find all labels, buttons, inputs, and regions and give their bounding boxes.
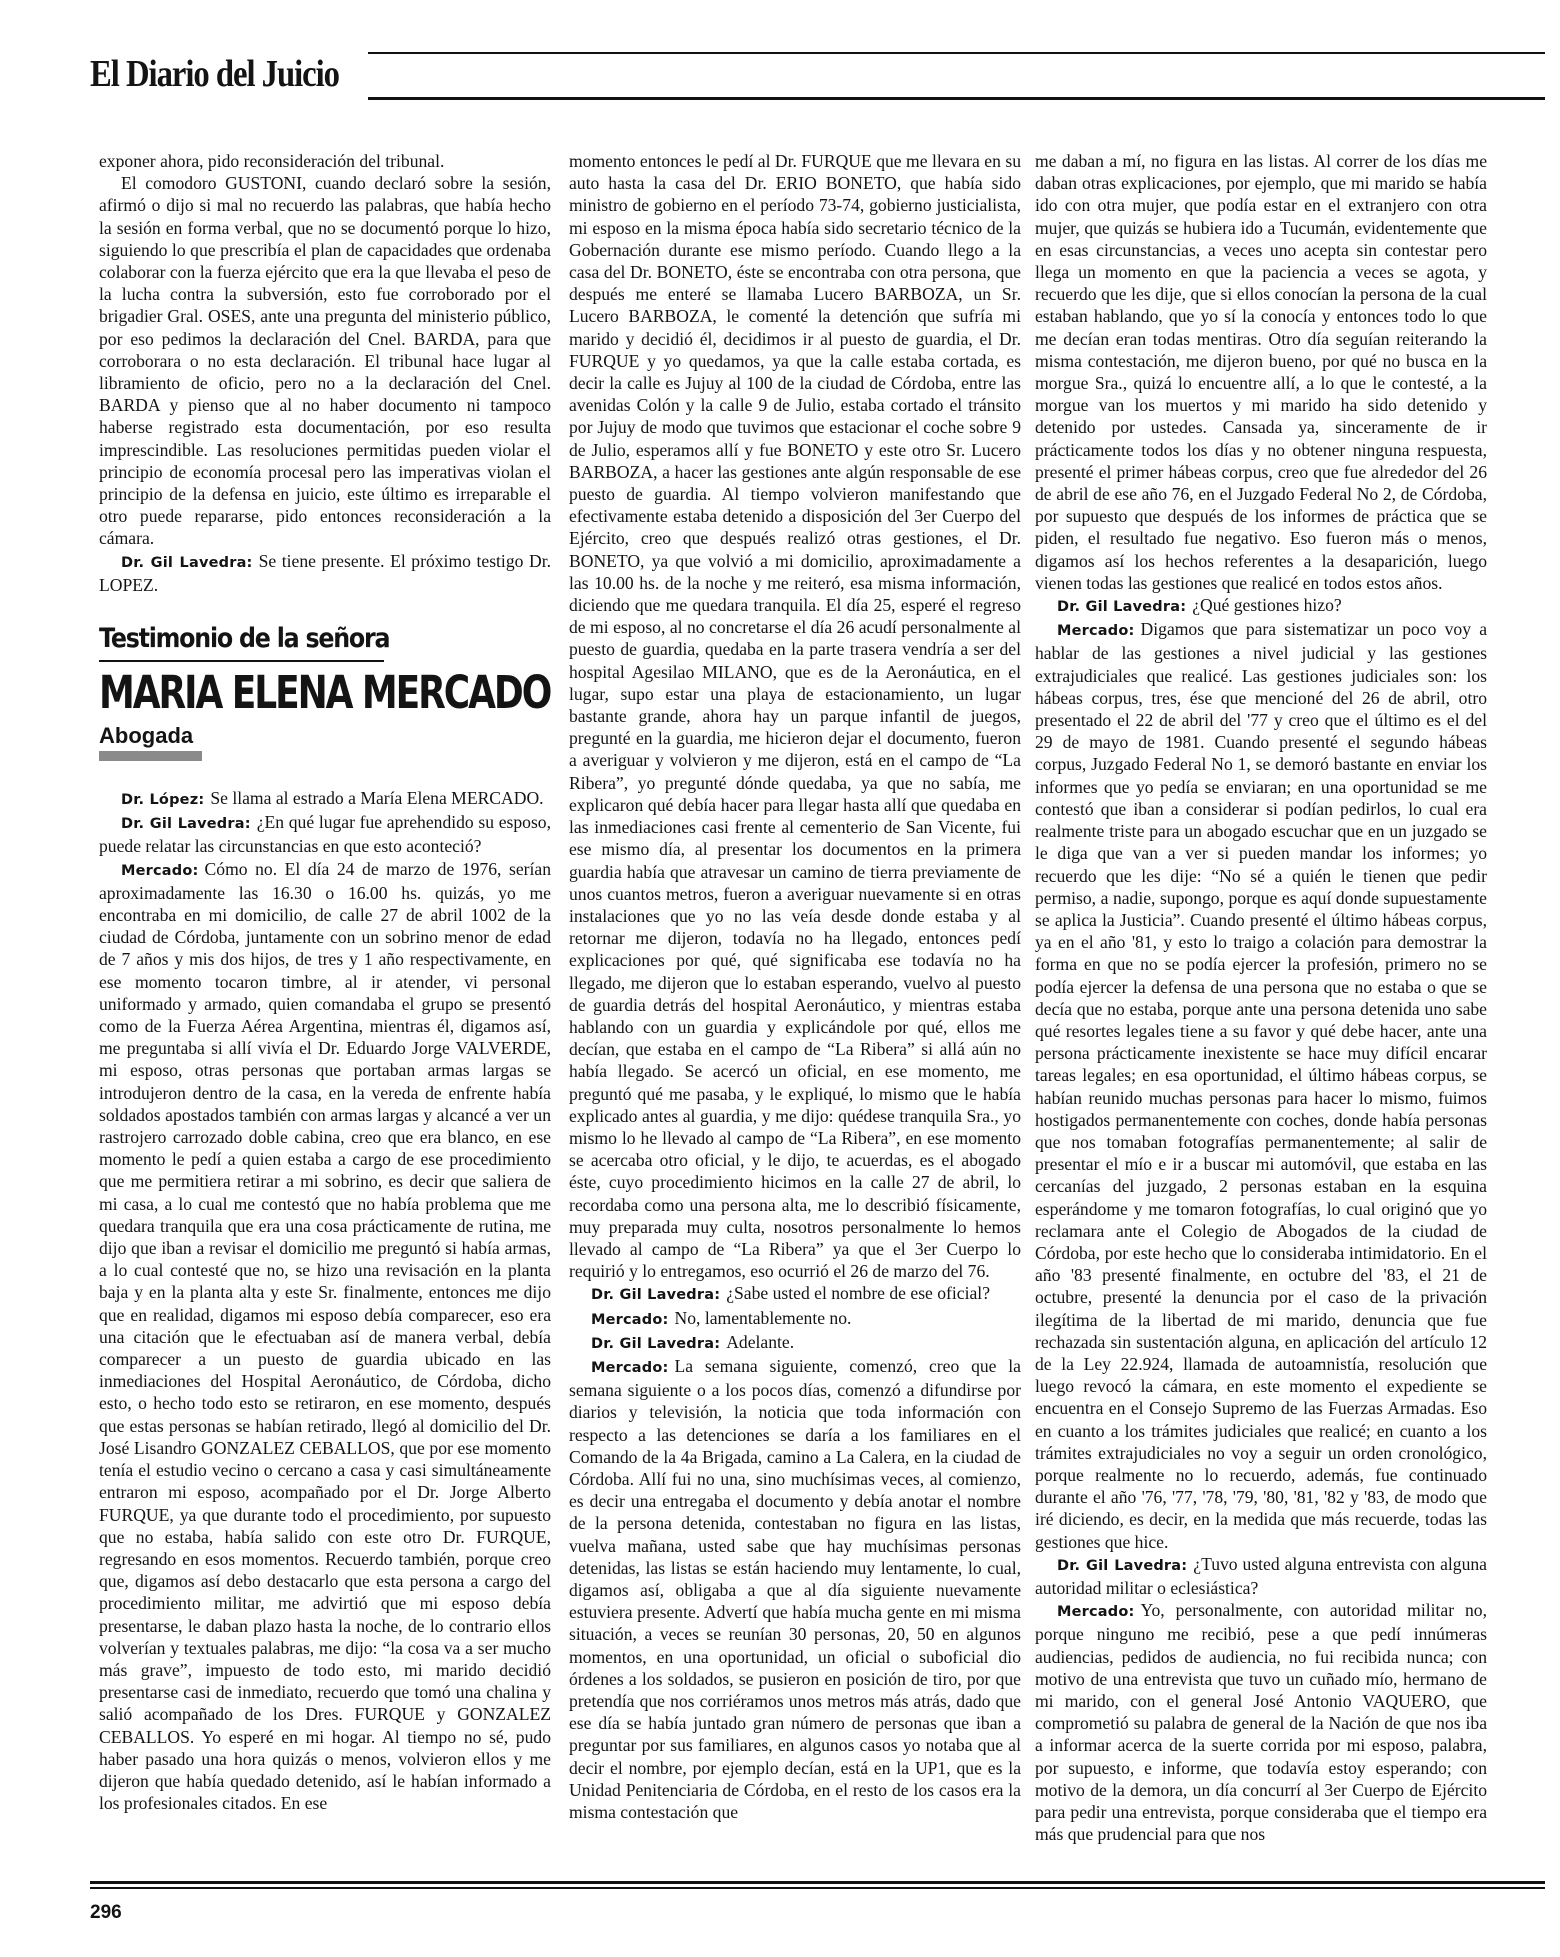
speaker-label: Mercado:	[591, 1311, 669, 1328]
paragraph: El comodoro GUSTONI, cuando declaró sobre la sesión, afirmó o dijo si mal no recuerdo las palabras, que había hecho la sesión en forma verbal, que no se documentó porque lo hizo, siguiendo lo que prescribía el plan de capacidades que ordenaba colaborar con la fuerza ejército que era la que llevaba el peso de la lucha contra la subversión, esto fue corroborado por el brigadier Gral. OSES, ante una pregunta del ministerio público, por eso pedimos la declaración del Cnel. BARDA, para que corroborara o no esta declaración. El tribunal hace lugar al libramiento de oficio, pero no a la declaración del Cnel. BARDA y pienso que al no haber documento ni tampoco haberse registrado esta documentación, por eso resulta imprescindible. Las resoluciones permitidas pueden violar el principio de economía procesal pero las imperativas violan el principio de la defensa en juicio, este último es irreparable el otro puede repararse, pido entonces reconsideración a la cámara.	[99, 173, 551, 549]
speaker-label: Mercado:	[1057, 1604, 1135, 1621]
kicker-underline	[99, 660, 384, 662]
paragraph: Dr. Gil Lavedra: ¿Qué gestiones hizo?	[1057, 595, 1342, 616]
column-1-top	[99, 150, 551, 596]
role-bar	[99, 751, 202, 761]
column-3	[1035, 150, 1487, 1845]
column-1-bottom	[99, 787, 551, 1814]
paragraph: me daban a mí, no figura en las listas. Al correr de los días me daban otras explicaciones, por ejemplo, que mi marido se había ido con otra mujer, que podía estar en el extranjero con otra mujer, que quizás se hubiera ido a Tucumán, evidentemente que en esas circunstancias, a veces uno acepta sin contestar pero llega un momento en que la paciencia a veces se agota, y recuerdo que les dije, que si ellos conocían la persona de la cual estaban hablando, que yo sí la conocía y entonces todo lo que me decían eran todas mentiras. Otro día seguían reiterando la misma contestación, me dijeron bueno, por qué no busca en la morgue Sra., quizá lo encuentre allí, a lo que le contesté, a la morgue van los muertos y mi marido ha sido detenido y detenido por ustedes. Cansada ya, sinceramente de ir prácticamente todos los días y no obtener ninguna respuesta, presenté el primer hábeas corpus, creo que fue alrededor del 26 de abril de ese año 76, en el Juzgado Federal No 2, de Córdoba, por supuesto que después de los informes de práctica que se piden, el resultado fue negativo. Eso fueron más o menos, digamos así los hechos referentes a la desaparición, luego vienen todas las gestiones que realicé en todos estos años.	[1035, 151, 1487, 593]
masthead-bottom-rule	[368, 97, 1545, 100]
paragraph: exponer ahora, pido reconsideración del tribunal.	[99, 151, 445, 171]
masthead	[90, 52, 1545, 102]
paragraph: Mercado: Cómo no. El día 24 de marzo de 1976, serían aproximadamente las 16.30 o 16.00 hs. quizás, yo me encontraba en mi domicilio, de calle 27 de abril 1002 de la ciudad de Córdoba, juntamente con un sobrino menor de edad de 7 años y mis dos hijos, de tres y 1 año respectivamente, en ese momento tocaron timbre, al ir atender, vi personal uniformado y armado, quien comandaba el grupo se presentó como de la Fuerza Aérea Argentina, mientras él, digamos así, me preguntaba si allí vivía el Dr. Eduardo Jorge VALVERDE, mi esposo, otras personas que portaban armas largas se introdujeron dentro de la casa, en la vereda de enfrente había soldados apostados también con armas largas y alcancé a ver un rastrojero carrozado doble cabina, creo que era blanco, en ese momento le pedí a quien estaba a cargo de ese procedimiento que me permitiera retirar a mi sobrino, es decir que saliera de mi casa, a lo cual me contestó que no había problema que me quedara tranquila que era una cosa prácticamente de rutina, me dijo que iban a revisar el domicilio me preguntó si había armas, a lo cual contesté que no, se hizo una revisación en la planta baja y en la planta alta y este Sr. finalmente, entonces me dijo que en realidad, digamos mi esposo debía comparecer, eso era una citación que le efectuaban así de manera verbal, debía comparecer a un puesto de guardia ubicado en las inmediaciones del Hospital Aeronáutico, de Córdoba, dicho esto, o hecho todo esto se retiraron, en ese momento, después que estas personas se habían retirado, llegó al domicilio del Dr. José Lisandro GONZALEZ CEBALLOS, que por ese momento tenía el estudio vecino o cercano a casa y casi simultáneamente entraron mi esposo, acompañado por el Dr. Jorge Alberto FURQUE, ya que durante todo el procedimiento, por supuesto que no estaba, había salido con este otro Dr. FURQUE, regresando en esos momentos. Recuerdo también, porque creo que, digamos así debo destacarlo que esta persona a cargo del procedimiento militar, me advirtió que mi esposo debía presentarse, le daban plazo hasta la noche, de lo contrario ellos volverían y textuales palabras, me dijo: “la cosa va a ser mucho más grave”, impuesto de todo esto, mi marido decidió presentarse casi de inmediato, recuerdo que tomó una chalina y salió acompañado de los Dres. FURQUE y GONZALEZ CEBALLOS. Yo esperé en mi hogar. Al tiempo no sé, pudo haber pasado una hora quizás o menos, volvieron ellos y me dijeron que había quedado detenido, así le habían informado a los profesionales citados. En ese	[99, 858, 551, 1814]
speaker-label: Dr. Gil Lavedra:	[1057, 1557, 1188, 1574]
footer-rule-thin	[90, 1887, 1545, 1889]
masthead-top-rule	[368, 52, 1545, 54]
speaker-label: Dr. López:	[121, 792, 205, 808]
paragraph: Mercado: La semana siguiente, comenzó, creo que la semana siguiente o a los pocos días, comenzó a difundirse por diarios y televisión, la noticia que toda información con respecto a las detenciones se daría a los familiares en el Comando de la 4a Brigada, camino a La Calera, en la ciudad de Córdoba. Allí fui no una, sino muchísimas veces, al comienzo, es decir una entregaba el documento y debía anotar el nombre de la persona detenida, contestaban no figura en las listas, vuelva mañana, usted sabe que hay muchísimas personas detenidas, las listas se están haciendo muy lentamente, lo cual, digamos así, obligaba a que al día siguiente nuevamente estuviera presente. Advertí que había mucha gente en mi misma situación, a veces se reunían 30 personas, 20, 50 en algunos momentos, en una oportunidad, un oficial o suboficial dio órdenes a los soldados, se pusieron en posición de tiro, por que pretendía que nos corriéramos unos metros más atrás, dado que ese día se había juntado gran número de personas que iban a preguntar por sus familiares, en algunos casos yo notaba que al decir el nombre, por ejemplo decían, está en la UP1, que es la Unidad Penitenciaria de Córdoba, en el resto de los casos era la misma contestación que	[569, 1355, 1021, 1823]
testimony-heading	[99, 623, 551, 763]
footer-rule	[90, 1881, 1545, 1884]
column-2	[569, 150, 1021, 1823]
paragraph: Mercado: Digamos que para sistematizar un poco voy a hablar de las gestiones a nivel judicial y las gestiones extrajudiciales que realicé. Las gestiones judiciales son: los hábeas corpus, tres, ése que mencioné del 26 de abril, otro presentado el 22 de abril del '77 y creo que el último es el del 29 de mayo de 1981. Cuando presenté el segundo hábeas corpus, Juzgado Federal No 1, se demoró bastante en enviar los informes que yo pedía se enviaran; en una oportunidad se me contestó que iban a considerar si podían pedirlos, lo cual era realmente triste para un abogado escuchar que en un juzgado se le diga que van a ver si pueden mandar los informes; yo recuerdo que les dije: “No sé a quién le tienen que pedir permiso, a nadie, supongo, porque es aquí donde supuestamente se aplica la Justicia”. Cuando presenté el último hábeas corpus, ya en el año '81, y esto lo traigo a colación para demostrar la forma en que no se podía ejercer la profesión, primero no se podía ejercer la defensa de una persona que no estaba o que se decía que no estaba, porque ante una persona detenida uno sabe qué resortes legales tiene a su favor y qué debe hacer, ante una persona prácticamente inexistente se hace muy difícil encarar tareas legales; en esa oportunidad, el último hábeas corpus, se habían reunido muchas personas para hacer lo mismo, fuimos hostigados permanentemente con coches, donde había personas que nos tomaban fotografías permanentemente; al salir de presentar el mío e ir a buscar mi automóvil, que estaba en las cercanías del juzgado, 2 personas estaban en la esquina esperándome y me tomaron fotografías, lo cual originó que yo reclamara ante el Colegio de Abogados de la ciudad de Córdoba, por este hecho que lo consideraba intimidatorio. En el año '83 presenté finalmente, en octubre del '83, el 21 de octubre, presenté la denuncia por el caso de la privación ilegítima de la libertad de mi marido, denuncia que fue rechazada sin sustentación alguna, en aplicación del artículo 12 de la Ley 22.924, llamada de autoamnistía, resolución que luego revocó la cámara, en este momento el expediente se encuentra en el Consejo Supremo de las Fuerzas Armadas. Eso en cuanto a los trámites judiciales que realicé; en cuanto a los trámites extrajudiciales no voy a seguir un orden cronológico, porque realmente no lo recuerdo, además, fue continuado durante el año '76, '77, '78, '79, '80, '81, '82 y '83, de modo que iré diciendo, es decir, en la medida que más recuerde, todas las gestiones que hice.	[1035, 619, 1487, 1552]
heading-kicker: Testimonio de la señora	[99, 623, 390, 654]
witness-role: Abogada	[99, 723, 194, 748]
paragraph: momento entonces le pedí al Dr. FURQUE que me llevara en su auto hasta la casa del Dr. ERIO BONETO, que había sido ministro de gobierno en el período 73-74, gobierno justicialista, mi esposo en la misma época había sido secretario técnico de la Gobernación durante ese mismo período. Cuando llego a la casa del Dr. BONETO, éste se encontraba con otra persona, que después me enteré se llamaba Lucero BARBOZA, un Sr. Lucero BARBOZA, le comenté la detención que sufría mi marido y decidió él, decidimos ir al puesto de guardia, el Dr. FURQUE y yo quedamos, ya que la calle estaba cortada, es decir la calle es Jujuy al 100 de la ciudad de Córdoba, entre las avenidas Colón y la calle 9 de Julio, estaba cortado el tránsito por Jujuy de modo que tuvimos que estacionar el coche sobre 9 de Julio, esperamos allí y fue BONETO y este otro Sr. Lucero BARBOZA, a hacer las gestiones ante algún responsable de ese puesto de guardia. Al tiempo volvieron manifestando que efectivamente estaba detenido a disposición del 3er Cuerpo del Ejército, creo que después realizó otras gestiones, el Dr. BONETO, ya que volvió a mi domicilio, aproximadamente a las 10.00 hs. de la noche y me reiteró, esa misma información, diciendo que me quedara tranquila. El día 25, esperé el regreso de mi esposo, al no concretarse el día 26 acudí personalmente al puesto de guardia, quedaba en la parte trasera vendría a ser del hospital Agesilao MILANO, que es de la Aeronáutica, en el lugar, supo estar una playa de estacionamiento, un lugar bastante grande, ahora hay un parque infantil de juegos, pregunté en la guardia, me hicieron dejar el documento, fueron a averiguar y volvieron y me dijeron, está en el campo de “La Ribera”, yo pregunté dónde quedaba, ya que no sabía, me explicaron qué debía hacer para llegar hasta allí que quedaba en las inmediaciones casi frente al cementerio de San Vicente, fui ese mismo día, al presentar los documentos en la primera guardia había que atravesar un camino de tierra previamente de unos cuantos metros, fueron a averiguar nuevamente si en otras instalaciones que yo no las veía desde donde estaba y al retornar me dijeron, todavía no ha llegado, entonces pedí explicaciones por qué, qué significaba ese todavía no ha llegado, me dijeron que lo estaban esperando, vuelvo al puesto de guardia detrás del hospital Aeronáutico, y mientras estaba hablando con un guardia y explicándole por qué, ellos me decían, que estaba en el campo de “La Ribera” si allá aún no había llegado. Se acercó un oficial, en ese momento, me preguntó qué me pasaba, y le expliqué, lo mismo que le había explicado antes al guardia, y me dijo: quédese tranquila Sra., yo mismo lo he llevado al campo de “La Ribera”, en ese momento se acercaba otro oficial, y le dijo, te acuerdas, es el abogado éste, cuyo procedimiento hicimos en la calle 27 de abril, lo recordaba como una persona alta, me lo describió físicamente, muy preparada muy culta, nosotros personalmente lo hemos llevado al campo de “La Ribera” ya que el 3er Cuerpo lo requirió y lo entregamos, eso ocurrió el 26 de marzo del 76.	[569, 151, 1021, 1282]
paragraph: Dr. Gil Lavedra: Se tiene presente. El próximo testigo Dr. LOPEZ.	[99, 550, 551, 595]
speaker-label: Dr. Gil Lavedra:	[1057, 599, 1187, 616]
paragraph: Dr. Gil Lavedra: ¿En qué lugar fue aprehendido su esposo, puede relatar las circunstancias en que esto aconteció?	[99, 812, 551, 857]
paragraph: Dr. Gil Lavedra: ¿Sabe usted el nombre de ese oficial?	[591, 1283, 990, 1304]
speaker-label: Dr. Gil Lavedra:	[121, 554, 253, 571]
speaker-label: Dr. Gil Lavedra:	[591, 1287, 721, 1304]
publication-title: El Diario del Juicio	[90, 53, 339, 95]
paragraph: Mercado: Yo, personalmente, con autoridad militar no, porque ninguno me recibió, pese a que pedí innúmeras audiencias, pedidos de audiencia, no fui recibida nunca; con motivo de una entrevista que tuvo un cuñado mío, hermano de mi marido, con el general José Antonio VAQUERO, que comprometió su palabra de general de la Nación de que nos iba a informar acerca de la suerte corrida por mi esposo, palabra, por supuesto, e informe, que todavía estoy esperando; con motivo de la demora, un día concurrí al 3er Cuerpo de Ejército para pedir una entrevista, porque consideraba que el tiempo era más que prudencial para que nos	[1035, 1600, 1487, 1845]
paragraph: Dr. Gil Lavedra: Adelante.	[591, 1331, 795, 1352]
paragraph: Dr. López: Se llama al estrado a María Elena MERCADO.	[121, 788, 544, 808]
speaker-label: Dr. Gil Lavedra:	[591, 1335, 721, 1352]
speaker-label: Mercado:	[591, 1359, 669, 1376]
speaker-label: Dr. Gil Lavedra:	[121, 816, 251, 833]
speaker-label: Mercado:	[121, 862, 199, 879]
page-number: 296	[90, 1902, 122, 1923]
paragraph: Mercado: No, lamentablemente no.	[591, 1307, 852, 1328]
speaker-label: Mercado:	[1057, 623, 1135, 640]
paragraph: Dr. Gil Lavedra: ¿Tuvo usted alguna entrevista con alguna autoridad militar o eclesiástica?	[1035, 1553, 1487, 1598]
witness-name: MARIA ELENA MERCADO	[99, 666, 551, 719]
